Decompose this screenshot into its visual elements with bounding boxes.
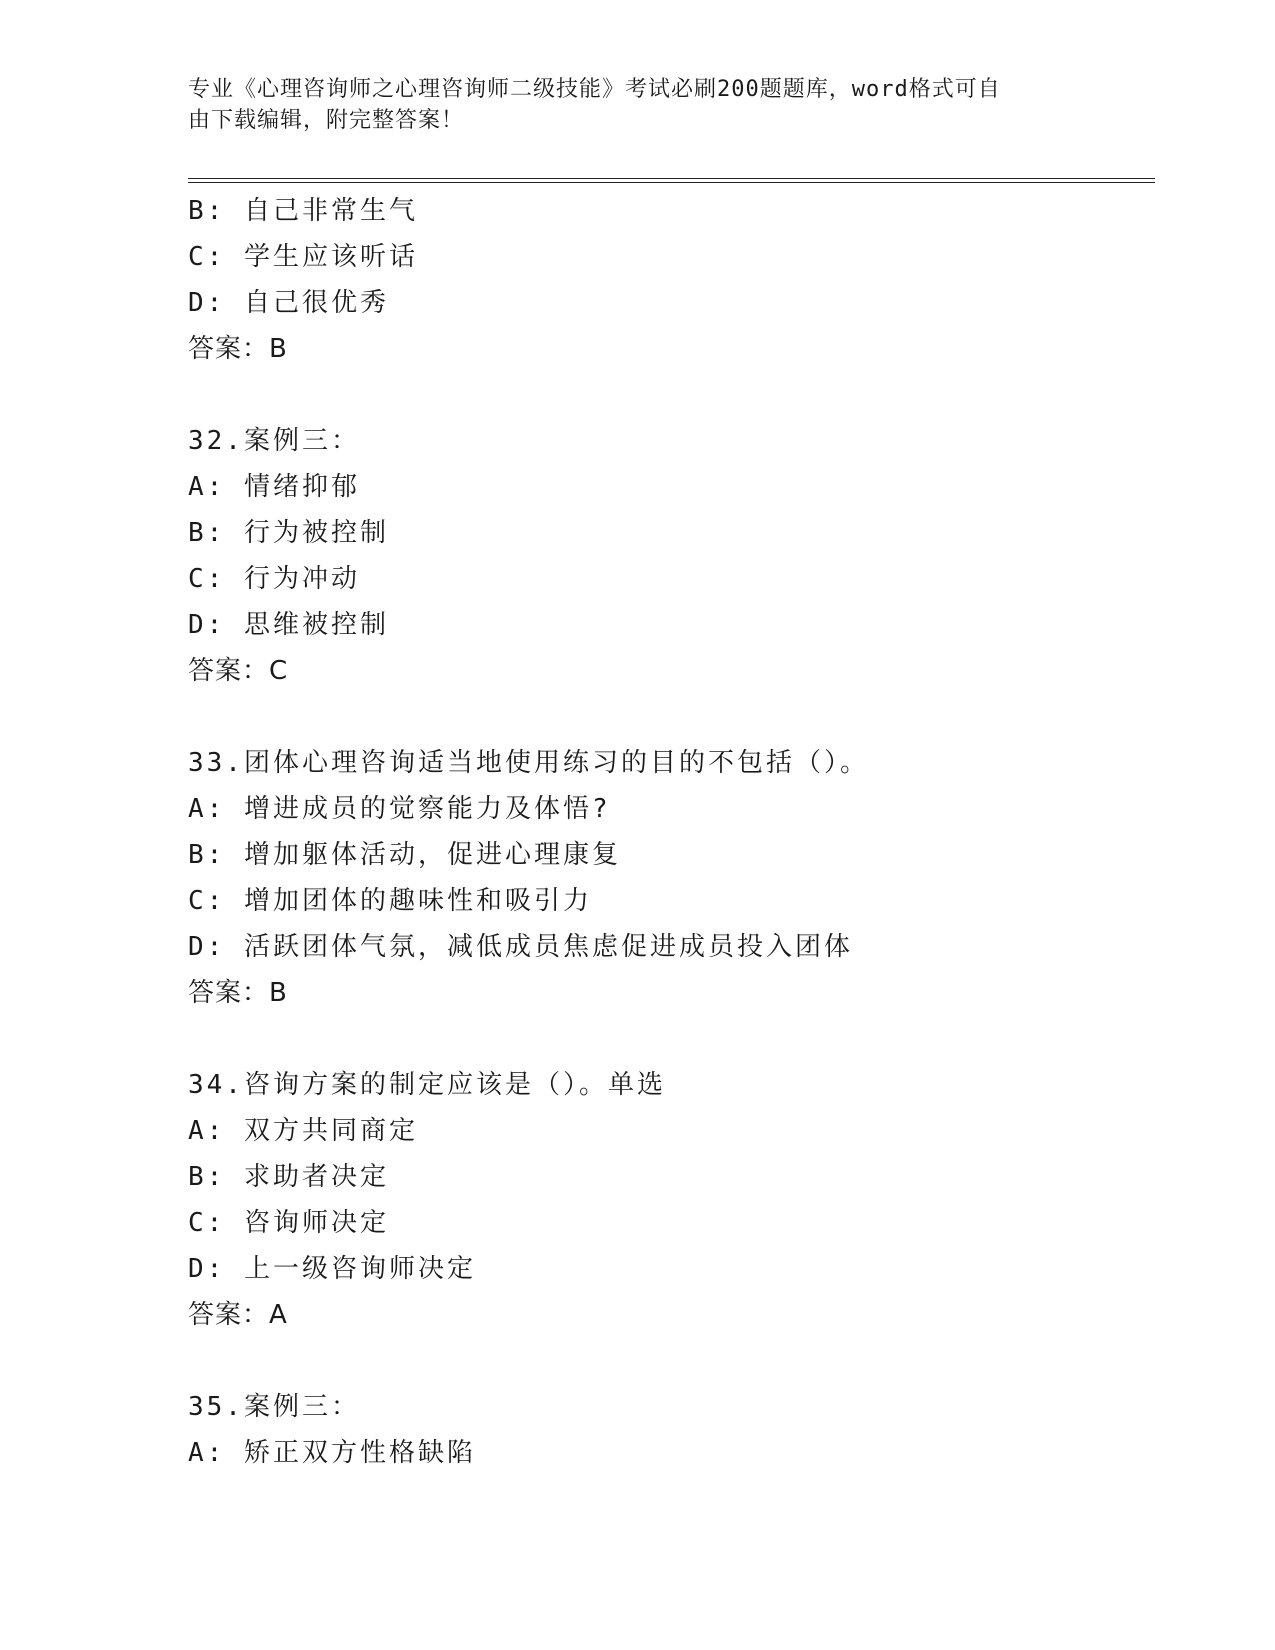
option-b: B: 求助者决定	[188, 1162, 389, 1192]
answer-line: 答案：B	[188, 334, 288, 364]
option-c: C: 行为冲动	[188, 564, 360, 594]
question-list	[188, 188, 1148, 1476]
option-a: A: 矫正双方性格缺陷	[188, 1438, 476, 1468]
question-32	[188, 418, 1148, 694]
option-b: B: 行为被控制	[188, 518, 389, 548]
answer-line: 答案：A	[188, 1300, 288, 1330]
option-d: D: 自己很优秀	[188, 288, 389, 318]
option-a: A: 双方共同商定	[188, 1116, 418, 1146]
spacer	[188, 1016, 1148, 1062]
option-a: A: 增进成员的觉察能力及体悟?	[188, 794, 611, 824]
answer-line: 答案：B	[188, 978, 288, 1008]
option-c: C: 增加团体的趣味性和吸引力	[188, 886, 592, 916]
spacer	[188, 372, 1148, 418]
spacer	[188, 694, 1148, 740]
question-35	[188, 1384, 1148, 1476]
option-d: D: 思维被控制	[188, 610, 389, 640]
option-c: C: 咨询师决定	[188, 1208, 389, 1238]
option-d: D: 活跃团体气氛，减低成员焦虑促进成员投入团体	[188, 932, 853, 962]
question-stem: 34.咨询方案的制定应该是（）。单选	[188, 1070, 666, 1100]
option-d: D: 上一级咨询师决定	[188, 1254, 476, 1284]
question-stem: 35.案例三：	[188, 1392, 360, 1422]
spacer	[188, 1338, 1148, 1384]
option-b: B: 增加躯体活动，促进心理康复	[188, 840, 621, 870]
question-stem: 32.案例三：	[188, 426, 360, 456]
header-line-1: 专业《心理咨询师之心理咨询师二级技能》考试必刷200题题库，word格式可自	[188, 77, 1001, 102]
option-a: A: 情绪抑郁	[188, 472, 360, 502]
answer-line: 答案：C	[188, 656, 289, 686]
question-stem: 33.团体心理咨询适当地使用练习的目的不包括（）。	[188, 748, 869, 778]
question-33	[188, 740, 1148, 1016]
document-header	[188, 74, 1068, 136]
header-double-rule	[188, 178, 1155, 183]
option-b: B: 自己非常生气	[188, 196, 418, 226]
option-c: C: 学生应该听话	[188, 242, 418, 272]
question-34	[188, 1062, 1148, 1338]
header-line-2: 由下载编辑，附完整答案！	[188, 108, 465, 133]
question-31-continued	[188, 188, 1148, 372]
